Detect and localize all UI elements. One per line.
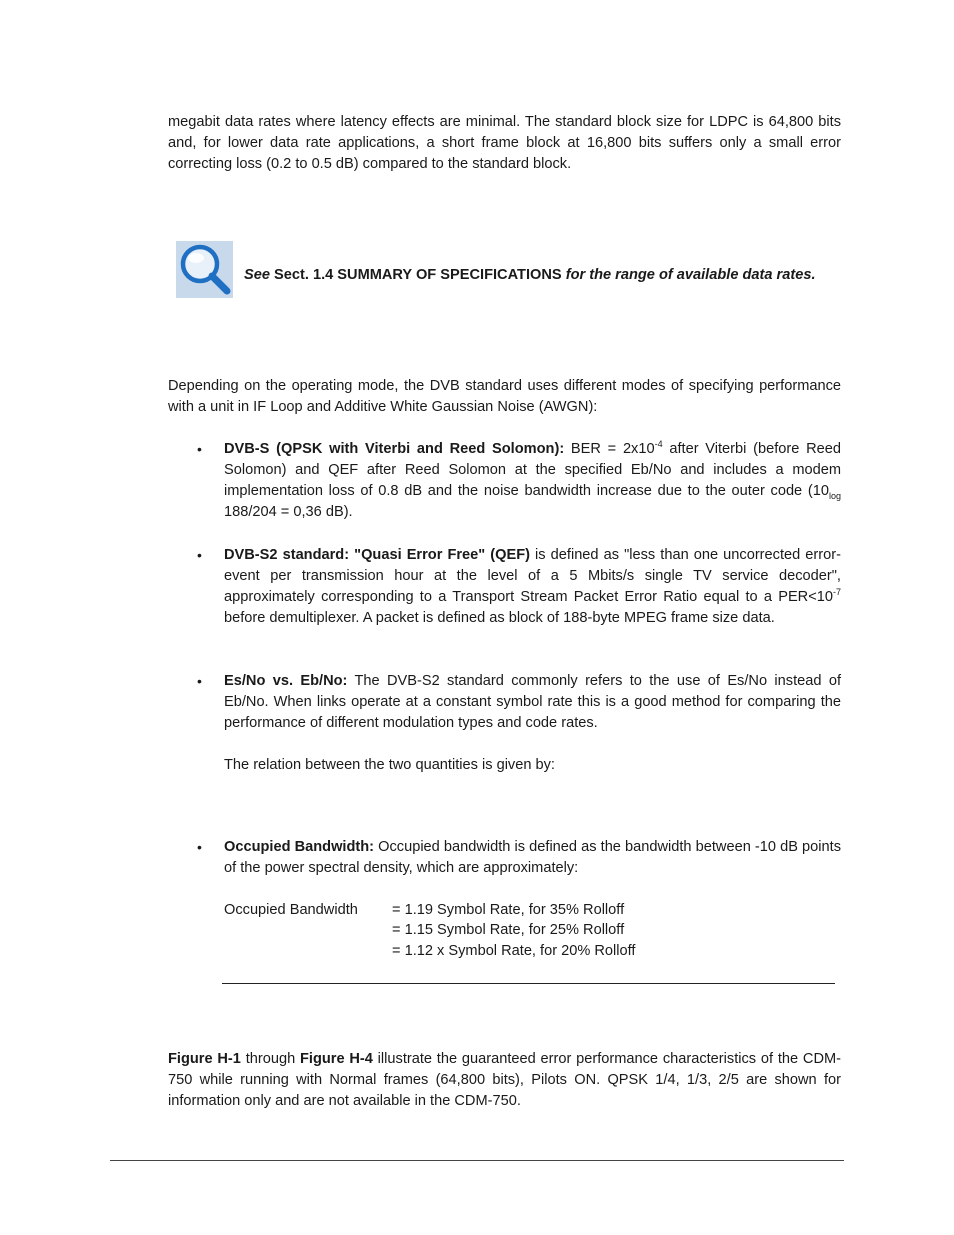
- bullet-dvbs2-exponent: -7: [832, 587, 841, 598]
- note-rest: for the range of available data rates.: [565, 267, 816, 283]
- bandwidth-row-20: = 1.12 x Symbol Rate, for 20% Rolloff: [392, 943, 636, 959]
- bullet-dvbs-heading: DVB-S (QPSK with Viterbi and Reed Solomon):: [224, 441, 565, 457]
- bullet-dot: •: [197, 673, 202, 689]
- figure-ref-h4: Figure H-4: [299, 1051, 373, 1067]
- bullet-dvbs2-text-2: before demultiplexer. A packet is defined as block of 188-byte MPEG frame size data.: [224, 610, 775, 626]
- bullet-dvbs-exponent: -4: [654, 439, 663, 450]
- bullet-esno-heading: Es/No vs. Eb/No:: [224, 673, 348, 689]
- bandwidth-label: Occupied Bandwidth: [224, 902, 358, 918]
- bullet-esno-text: The DVB-S2 standard commonly refers to the use of Es/No instead of Eb/No. When links operate at a constant symbol rate this is a good method for comparing the performance of different modulation types and code rates.: [224, 673, 842, 731]
- bullet-dvbs-text-1: BER = 2x10: [564, 441, 655, 457]
- bullet-esno-ebno: [224, 671, 841, 734]
- bullet-bandwidth-text: Occupied bandwidth is defined as the bandwidth between -10 dB points of the power spectral density, which are approximately:: [224, 839, 841, 876]
- note-reference: Sect. 1.4 SUMMARY OF SPECIFICATIONS: [274, 267, 562, 283]
- note-see: See: [244, 267, 270, 283]
- paragraph-figures: [168, 1049, 841, 1112]
- note-box: [176, 241, 836, 299]
- bullet-dvbs-text-3: 188/204 = 0,36 dB).: [224, 504, 353, 520]
- bullet-dvbs2-text-1: is defined as "less than one uncorrected error-event per transmission hour at the level of a 5 Mbits/s single TV service decoder", approximately corresponding to a Transport Stream Packet Error Ratio equal to a PER<10: [224, 547, 841, 605]
- bullet-dot: •: [197, 441, 202, 457]
- bullet-dvbs-subscript: log: [828, 490, 841, 501]
- figure-ref-h1: Figure H-1: [168, 1051, 241, 1067]
- bullet-dvbs-text-2: after Viterbi (before Reed Solomon) and QEF after Reed Solomon at the specified Eb/No and includes a modem implementation loss of 0.8 dB and the noise bandwidth increase due to the outer code (10: [224, 441, 842, 499]
- relation-text: The relation between the two quantities is given by:: [224, 757, 555, 773]
- bandwidth-row-35: = 1.19 Symbol Rate, for 35% Rolloff: [392, 902, 625, 918]
- note-text: [244, 265, 816, 286]
- bullet-dvbs2-heading: DVB-S2 standard: "Quasi Error Free" (QEF): [224, 547, 530, 563]
- bullet-bandwidth-heading: Occupied Bandwidth:: [224, 839, 375, 855]
- bullet-dot: •: [197, 547, 202, 563]
- bullet-dvbs: [224, 439, 841, 523]
- figures-through: through: [240, 1051, 300, 1067]
- bullet-dot: •: [197, 839, 202, 855]
- paragraph-ldpc-block: megabit data rates where latency effects are minimal. The standard block size for LDPC is 64,800 bits and, for lower data rate applications, a short frame block at 16,800 bits suffers only a small error correcting loss (0.2 to 0.5 dB) compared to the standard block.: [168, 114, 841, 172]
- bullet-occupied-bandwidth: [224, 837, 841, 879]
- section-divider: [222, 983, 835, 984]
- bullet-dvbs2-qef: [224, 545, 841, 629]
- paragraph-intro: Depending on the operating mode, the DVB standard uses different modes of specifying performance with a unit in IF Loop and Additive White Gaussian Noise (AWGN):: [168, 378, 841, 415]
- magnifier-icon: [176, 241, 233, 298]
- figures-rest: illustrate the guaranteed error performance characteristics of the CDM-750 while running with Normal frames (64,800 bits), Pilots ON. QPSK 1/4, 1/3, 2/5 are shown for information only and are not available in the CDM-750.: [168, 1051, 841, 1109]
- footer-divider: [110, 1160, 844, 1161]
- bandwidth-row-25: = 1.15 Symbol Rate, for 25% Rolloff: [392, 922, 625, 938]
